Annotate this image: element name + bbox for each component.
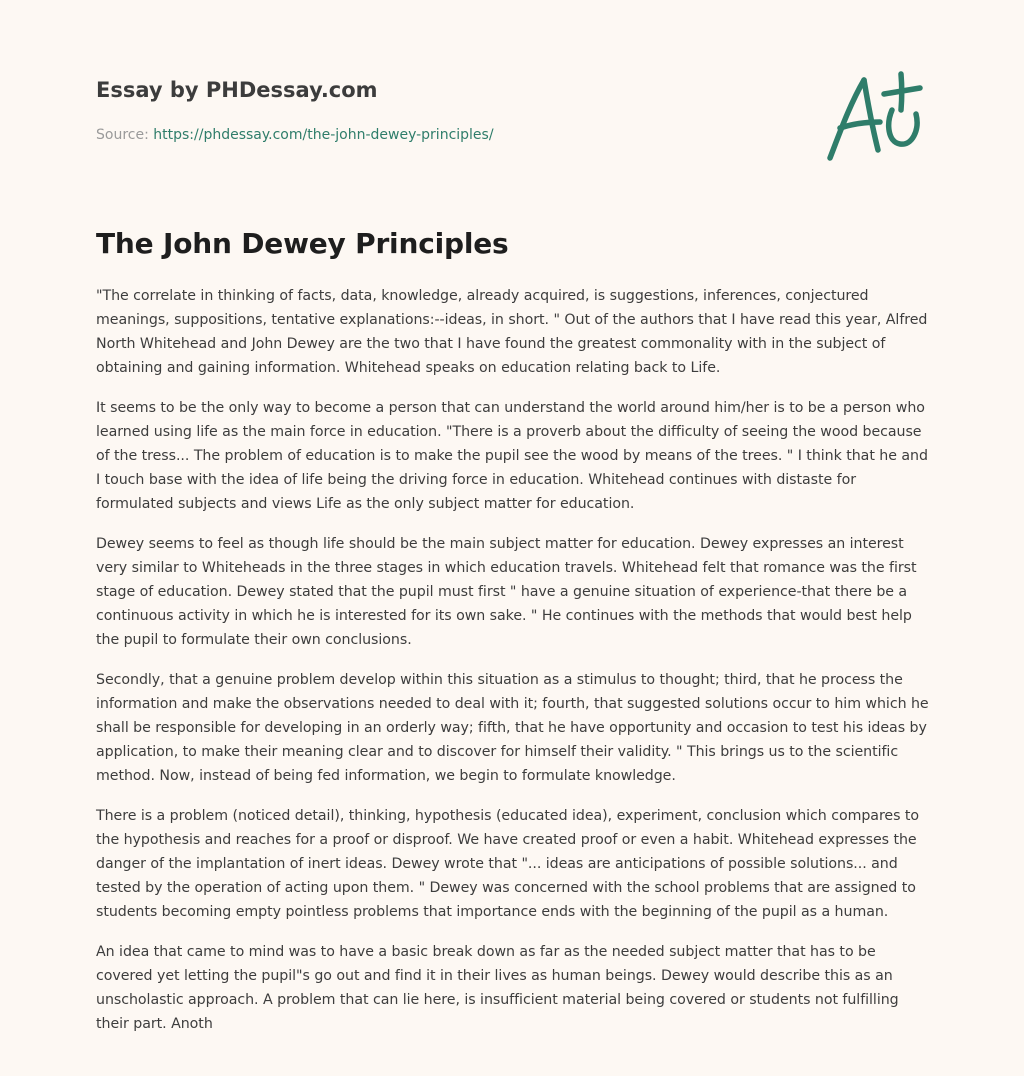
- page-header: [96, 76, 796, 145]
- essay-paragraph: Dewey seems to feel as though life should be the main subject matter for education. Dewey expresses an interest very similar to Whiteheads in the three stages in which education travels. Whitehead felt that romance was the first stage of education. Dewey stated that the pupil must first " have a genuine situation of experience-that there be a continuous activity in which he is interested for its own sake. " He continues with the methods that would best help the pupil to formulate their own conclusions.: [96, 536, 917, 648]
- source-label: Source:: [96, 127, 149, 143]
- essay-paragraph: There is a problem (noticed detail), thinking, hypothesis (educated idea), experiment, conclusion which compares to the hypothesis and reaches for a proof or disproof. We have created proof or even a habit. Whitehead expresses the danger of the implantation of inert ideas. Dewey wrote that "... ideas are anticipations of possible solutions... and tested by the operation of acting upon them. " Dewey was concerned with the school problems that are assigned to students becoming empty pointless problems that importance ends with the beginning of the pupil as a human.: [96, 808, 920, 920]
- a-plus-grade-icon: [822, 68, 932, 164]
- essay-paragraph: It seems to be the only way to become a person that can understand the world around him/her is to be a person who learned using life as the main force in education. "There is a proverb about the difficulty of seeing the wood because of the tress... The problem of education is to make the pupil see the wood by means of the trees. " I think that he and I touch base with the idea of life being the driving force in education. Whitehead continues with distaste for formulated subjects and views Life as the only subject matter for education.: [96, 400, 928, 512]
- source-link[interactable]: https://phdessay.com/the-john-dewey-principles/: [153, 127, 494, 143]
- essay-paragraph: An idea that came to mind was to have a basic break down as far as the needed subject matter that has to be covered yet letting the pupil"s go out and find it in their lives as human beings. Dewey would describe this as an unscholastic approach. A problem that can lie here, is insufficient material being covered or students not fulfilling their part. Anoth: [96, 944, 899, 1032]
- essay-paragraph: "The correlate in thinking of facts, data, knowledge, already acquired, is suggestions, inferences, conjectured meanings, suppositions, tentative explanations:--ideas, in short. " Out of the authors that I have read this year, Alfred North Whitehead and John Dewey are the two that I have found the greatest commonality with in the subject of obtaining and gaining information. Whitehead speaks on education relating back to Life.: [96, 288, 928, 376]
- essay-title: The John Dewey Principles: [96, 227, 509, 260]
- essay-body: [96, 284, 932, 1052]
- essay-paragraph: Secondly, that a genuine problem develop within this situation as a stimulus to thought; third, that he process the information and make the observations needed to deal with it; fourth, that suggested solutions occur to him which he shall be responsible for developing in an orderly way; fifth, that he have opportunity and occasion to test his ideas by application, to make their meaning clear and to discover for himself their validity. " This brings us to the scientific method. Now, instead of being fed information, we begin to formulate knowledge.: [96, 672, 929, 784]
- site-title: Essay by PHDessay.com: [96, 78, 378, 102]
- source-line: [96, 125, 796, 145]
